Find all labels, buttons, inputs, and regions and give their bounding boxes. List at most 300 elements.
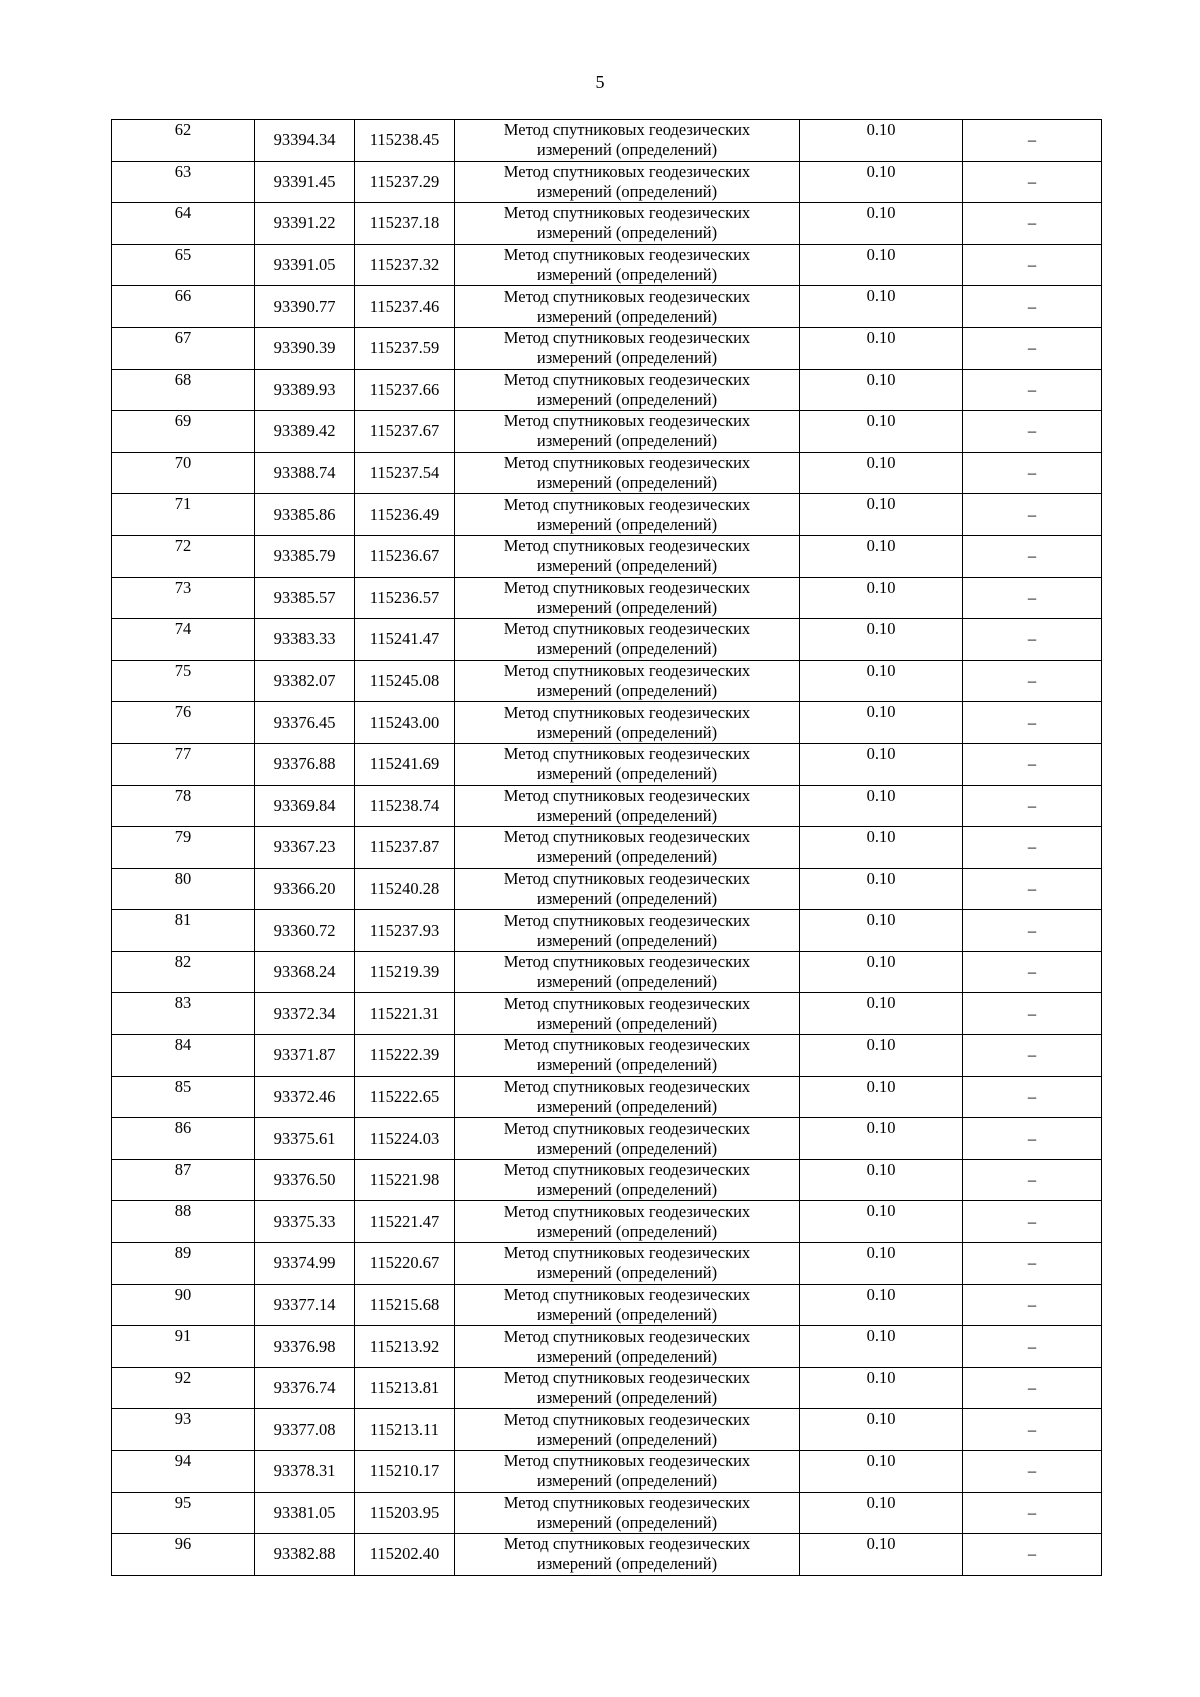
accuracy-value: 0.10 — [800, 535, 963, 577]
coordinate-x: 93376.50 — [255, 1159, 355, 1201]
point-number: 86 — [112, 1118, 255, 1160]
method-line-1: Метод спутниковых геодезических — [503, 868, 751, 888]
method-line-2: измерений (определений) — [536, 764, 718, 784]
method-line-2: измерений (определений) — [536, 1304, 718, 1324]
table-row — [112, 1534, 1102, 1576]
point-number: 65 — [112, 244, 255, 286]
method-line-1: Метод спутниковых геодезических — [503, 536, 751, 556]
accuracy-value: 0.10 — [800, 910, 963, 952]
table-row — [112, 1118, 1102, 1160]
method-line-2: измерений (определений) — [536, 1346, 718, 1366]
table-row — [112, 743, 1102, 785]
accuracy-value: 0.10 — [800, 1326, 963, 1368]
method-cell — [455, 1534, 800, 1576]
method-cell — [455, 702, 800, 744]
accuracy-value: 0.10 — [800, 369, 963, 411]
accuracy-value: 0.10 — [800, 577, 963, 619]
method-cell — [455, 452, 800, 494]
method-line-2: измерений (определений) — [536, 265, 718, 285]
method-line-2: измерений (определений) — [536, 473, 718, 493]
description-value: – — [963, 411, 1102, 453]
coordinate-y: 115237.93 — [355, 910, 455, 952]
coordinate-x: 93381.05 — [255, 1492, 355, 1534]
method-line-1: Метод спутниковых геодезических — [503, 1284, 751, 1304]
table-row — [112, 1367, 1102, 1409]
method-line-1: Метод спутниковых геодезических — [503, 702, 751, 722]
coordinate-x: 93389.93 — [255, 369, 355, 411]
method-cell — [455, 993, 800, 1035]
accuracy-value: 0.10 — [800, 619, 963, 661]
point-number: 88 — [112, 1201, 255, 1243]
method-line-1: Метод спутниковых геодезических — [503, 286, 751, 306]
page-number: 5 — [595, 72, 605, 92]
accuracy-value: 0.10 — [800, 1243, 963, 1285]
point-number: 70 — [112, 452, 255, 494]
accuracy-value: 0.10 — [800, 120, 963, 162]
point-number: 68 — [112, 369, 255, 411]
method-line-1: Метод спутниковых геодезических — [503, 952, 751, 972]
coordinates-table-body — [112, 120, 1102, 1576]
method-line-1: Метод спутниковых геодезических — [503, 744, 751, 764]
description-value: – — [963, 1243, 1102, 1285]
method-cell — [455, 743, 800, 785]
table-row — [112, 1451, 1102, 1493]
coordinate-x: 93390.77 — [255, 286, 355, 328]
table-row — [112, 1243, 1102, 1285]
point-number: 80 — [112, 868, 255, 910]
description-value: – — [963, 1035, 1102, 1077]
coordinate-x: 93371.87 — [255, 1035, 355, 1077]
method-line-1: Метод спутниковых геодезических — [503, 1409, 751, 1429]
coordinate-y: 115238.74 — [355, 785, 455, 827]
description-value: – — [963, 161, 1102, 203]
method-cell — [455, 535, 800, 577]
description-value: – — [963, 660, 1102, 702]
point-number: 93 — [112, 1409, 255, 1451]
table-row — [112, 702, 1102, 744]
method-line-1: Метод спутниковых геодезических — [503, 1243, 751, 1263]
description-value: – — [963, 993, 1102, 1035]
method-cell — [455, 577, 800, 619]
table-row — [112, 1035, 1102, 1077]
method-line-1: Метод спутниковых геодезических — [503, 577, 751, 597]
method-line-1: Метод спутниковых геодезических — [503, 1160, 751, 1180]
point-number: 66 — [112, 286, 255, 328]
method-line-1: Метод спутниковых геодезических — [503, 494, 751, 514]
table-row — [112, 619, 1102, 661]
point-number: 83 — [112, 993, 255, 1035]
coordinates-table — [111, 119, 1102, 1576]
description-value: – — [963, 452, 1102, 494]
table-row — [112, 120, 1102, 162]
point-number: 74 — [112, 619, 255, 661]
method-line-1: Метод спутниковых геодезических — [503, 1451, 751, 1471]
method-line-1: Метод спутниковых геодезических — [503, 993, 751, 1013]
method-line-2: измерений (определений) — [536, 181, 718, 201]
table-row — [112, 535, 1102, 577]
description-value: – — [963, 1118, 1102, 1160]
method-line-1: Метод спутниковых геодезических — [503, 369, 751, 389]
coordinate-y: 115221.98 — [355, 1159, 455, 1201]
table-row — [112, 1201, 1102, 1243]
description-value: – — [963, 702, 1102, 744]
accuracy-value: 0.10 — [800, 494, 963, 536]
coordinate-x: 93367.23 — [255, 827, 355, 869]
description-value: – — [963, 619, 1102, 661]
point-number: 75 — [112, 660, 255, 702]
method-cell — [455, 660, 800, 702]
coordinate-y: 115237.54 — [355, 452, 455, 494]
point-number: 73 — [112, 577, 255, 619]
description-value: – — [963, 1284, 1102, 1326]
coordinate-y: 115237.46 — [355, 286, 455, 328]
accuracy-value: 0.10 — [800, 244, 963, 286]
point-number: 84 — [112, 1035, 255, 1077]
method-line-1: Метод спутниковых геодезических — [503, 411, 751, 431]
description-value: – — [963, 1076, 1102, 1118]
accuracy-value: 0.10 — [800, 1451, 963, 1493]
table-row — [112, 910, 1102, 952]
accuracy-value: 0.10 — [800, 327, 963, 369]
method-line-2: измерений (определений) — [536, 597, 718, 617]
method-line-1: Метод спутниковых геодезических — [503, 1118, 751, 1138]
coordinate-x: 93377.08 — [255, 1409, 355, 1451]
method-cell — [455, 1451, 800, 1493]
point-number: 71 — [112, 494, 255, 536]
method-line-1: Метод спутниковых геодезических — [503, 120, 751, 140]
method-line-1: Метод спутниковых геодезических — [503, 203, 751, 223]
point-number: 82 — [112, 951, 255, 993]
method-line-1: Метод спутниковых геодезических — [503, 1534, 751, 1554]
method-line-2: измерений (определений) — [536, 1388, 718, 1408]
table-row — [112, 203, 1102, 245]
coordinate-y: 115236.49 — [355, 494, 455, 536]
coordinate-x: 93382.88 — [255, 1534, 355, 1576]
accuracy-value: 0.10 — [800, 1409, 963, 1451]
method-cell — [455, 1326, 800, 1368]
accuracy-value: 0.10 — [800, 785, 963, 827]
table-row — [112, 411, 1102, 453]
method-cell — [455, 120, 800, 162]
point-number: 81 — [112, 910, 255, 952]
accuracy-value: 0.10 — [800, 743, 963, 785]
point-number: 92 — [112, 1367, 255, 1409]
coordinate-x: 93385.86 — [255, 494, 355, 536]
method-line-2: измерений (определений) — [536, 1180, 718, 1200]
accuracy-value: 0.10 — [800, 702, 963, 744]
table-row — [112, 327, 1102, 369]
description-value: – — [963, 910, 1102, 952]
coordinate-y: 115241.47 — [355, 619, 455, 661]
coordinate-x: 93378.31 — [255, 1451, 355, 1493]
method-line-2: измерений (определений) — [536, 847, 718, 867]
accuracy-value: 0.10 — [800, 452, 963, 494]
point-number: 69 — [112, 411, 255, 453]
coordinate-x: 93385.79 — [255, 535, 355, 577]
point-number: 96 — [112, 1534, 255, 1576]
coordinate-x: 93366.20 — [255, 868, 355, 910]
method-line-1: Метод спутниковых геодезических — [503, 910, 751, 930]
method-line-1: Метод спутниковых геодезических — [503, 827, 751, 847]
coordinate-y: 115236.67 — [355, 535, 455, 577]
description-value: – — [963, 577, 1102, 619]
point-number: 77 — [112, 743, 255, 785]
method-line-2: измерений (определений) — [536, 1096, 718, 1116]
description-value: – — [963, 868, 1102, 910]
method-cell — [455, 369, 800, 411]
method-line-1: Метод спутниковых геодезических — [503, 785, 751, 805]
point-number: 85 — [112, 1076, 255, 1118]
description-value: – — [963, 1409, 1102, 1451]
point-number: 79 — [112, 827, 255, 869]
coordinate-x: 93390.39 — [255, 327, 355, 369]
table-row — [112, 785, 1102, 827]
accuracy-value: 0.10 — [800, 411, 963, 453]
method-cell — [455, 868, 800, 910]
table-row — [112, 1326, 1102, 1368]
coordinate-y: 115219.39 — [355, 951, 455, 993]
coordinate-x: 93376.88 — [255, 743, 355, 785]
method-line-1: Метод спутниковых геодезических — [503, 1076, 751, 1096]
description-value: – — [963, 743, 1102, 785]
coordinate-x: 93376.45 — [255, 702, 355, 744]
point-number: 64 — [112, 203, 255, 245]
accuracy-value: 0.10 — [800, 993, 963, 1035]
table-row — [112, 1076, 1102, 1118]
method-line-1: Метод спутниковых геодезических — [503, 1201, 751, 1221]
coordinate-y: 115213.11 — [355, 1409, 455, 1451]
accuracy-value: 0.10 — [800, 660, 963, 702]
coordinate-y: 115241.69 — [355, 743, 455, 785]
coordinate-y: 115221.31 — [355, 993, 455, 1035]
method-cell — [455, 494, 800, 536]
coordinate-x: 93388.74 — [255, 452, 355, 494]
description-value: – — [963, 1367, 1102, 1409]
description-value: – — [963, 1451, 1102, 1493]
description-value: – — [963, 120, 1102, 162]
method-line-2: измерений (определений) — [536, 972, 718, 992]
coordinate-y: 115237.59 — [355, 327, 455, 369]
accuracy-value: 0.10 — [800, 1159, 963, 1201]
method-line-1: Метод спутниковых геодезических — [503, 1035, 751, 1055]
method-line-2: измерений (определений) — [536, 1471, 718, 1491]
method-line-2: измерений (определений) — [536, 805, 718, 825]
point-number: 95 — [112, 1492, 255, 1534]
method-line-2: измерений (определений) — [536, 1429, 718, 1449]
point-number: 72 — [112, 535, 255, 577]
coordinate-y: 115221.47 — [355, 1201, 455, 1243]
accuracy-value: 0.10 — [800, 1201, 963, 1243]
method-line-1: Метод спутниковых геодезических — [503, 328, 751, 348]
method-line-2: измерений (определений) — [536, 514, 718, 534]
coordinate-y: 115222.39 — [355, 1035, 455, 1077]
method-line-2: измерений (определений) — [536, 348, 718, 368]
description-value: – — [963, 1534, 1102, 1576]
accuracy-value: 0.10 — [800, 203, 963, 245]
method-line-2: измерений (определений) — [536, 223, 718, 243]
method-cell — [455, 1201, 800, 1243]
table-row — [112, 286, 1102, 328]
coordinate-x: 93372.34 — [255, 993, 355, 1035]
method-line-2: измерений (определений) — [536, 930, 718, 950]
point-number: 89 — [112, 1243, 255, 1285]
method-cell — [455, 827, 800, 869]
method-line-2: измерений (определений) — [536, 1221, 718, 1241]
method-line-2: измерений (определений) — [536, 431, 718, 451]
table-row — [112, 993, 1102, 1035]
method-line-1: Метод спутниковых геодезических — [503, 619, 751, 639]
method-line-1: Метод спутниковых геодезических — [503, 245, 751, 265]
method-line-2: измерений (определений) — [536, 681, 718, 701]
description-value: – — [963, 1326, 1102, 1368]
coordinate-y: 115210.17 — [355, 1451, 455, 1493]
method-line-1: Метод спутниковых геодезических — [503, 1368, 751, 1388]
method-cell — [455, 1284, 800, 1326]
description-value: – — [963, 1201, 1102, 1243]
method-line-2: измерений (определений) — [536, 556, 718, 576]
method-line-1: Метод спутниковых геодезических — [503, 161, 751, 181]
description-value: – — [963, 244, 1102, 286]
method-line-1: Метод спутниковых геодезических — [503, 1326, 751, 1346]
table-row — [112, 244, 1102, 286]
description-value: – — [963, 203, 1102, 245]
table-row — [112, 1159, 1102, 1201]
description-value: – — [963, 286, 1102, 328]
accuracy-value: 0.10 — [800, 1076, 963, 1118]
coordinate-x: 93375.33 — [255, 1201, 355, 1243]
method-cell — [455, 951, 800, 993]
coordinate-y: 115215.68 — [355, 1284, 455, 1326]
coordinate-y: 115240.28 — [355, 868, 455, 910]
coordinate-x: 93385.57 — [255, 577, 355, 619]
coordinate-y: 115245.08 — [355, 660, 455, 702]
coordinate-x: 93374.99 — [255, 1243, 355, 1285]
point-number: 76 — [112, 702, 255, 744]
point-number: 63 — [112, 161, 255, 203]
method-line-2: измерений (определений) — [536, 1554, 718, 1574]
description-value: – — [963, 785, 1102, 827]
accuracy-value: 0.10 — [800, 1118, 963, 1160]
point-number: 78 — [112, 785, 255, 827]
description-value: – — [963, 327, 1102, 369]
coordinate-y: 115237.87 — [355, 827, 455, 869]
accuracy-value: 0.10 — [800, 868, 963, 910]
coordinate-x: 93376.98 — [255, 1326, 355, 1368]
point-number: 87 — [112, 1159, 255, 1201]
coordinate-x: 93382.07 — [255, 660, 355, 702]
coordinate-x: 93391.45 — [255, 161, 355, 203]
method-cell — [455, 411, 800, 453]
method-line-1: Метод спутниковых геодезических — [503, 661, 751, 681]
coordinate-y: 115213.92 — [355, 1326, 455, 1368]
coordinate-x: 93375.61 — [255, 1118, 355, 1160]
table-row — [112, 1284, 1102, 1326]
coordinate-y: 115237.32 — [355, 244, 455, 286]
method-line-2: измерений (определений) — [536, 1013, 718, 1033]
method-cell — [455, 910, 800, 952]
point-number: 62 — [112, 120, 255, 162]
coordinate-x: 93391.22 — [255, 203, 355, 245]
description-value: – — [963, 951, 1102, 993]
table-row — [112, 369, 1102, 411]
method-cell — [455, 286, 800, 328]
coordinate-x: 93376.74 — [255, 1367, 355, 1409]
table-row — [112, 494, 1102, 536]
coordinate-y: 115237.67 — [355, 411, 455, 453]
point-number: 94 — [112, 1451, 255, 1493]
coordinate-y: 115202.40 — [355, 1534, 455, 1576]
method-cell — [455, 1118, 800, 1160]
coordinate-y: 115220.67 — [355, 1243, 455, 1285]
method-line-2: измерений (определений) — [536, 140, 718, 160]
coordinate-x: 93372.46 — [255, 1076, 355, 1118]
coordinate-y: 115238.45 — [355, 120, 455, 162]
method-cell — [455, 785, 800, 827]
coordinate-y: 115224.03 — [355, 1118, 455, 1160]
description-value: – — [963, 827, 1102, 869]
coordinate-x: 93377.14 — [255, 1284, 355, 1326]
method-cell — [455, 1492, 800, 1534]
coordinate-x: 93369.84 — [255, 785, 355, 827]
method-cell — [455, 1076, 800, 1118]
method-cell — [455, 1409, 800, 1451]
accuracy-value: 0.10 — [800, 1492, 963, 1534]
method-line-2: измерений (определений) — [536, 306, 718, 326]
table-row — [112, 660, 1102, 702]
coordinate-y: 115203.95 — [355, 1492, 455, 1534]
table-row — [112, 161, 1102, 203]
accuracy-value: 0.10 — [800, 1035, 963, 1077]
method-cell — [455, 244, 800, 286]
description-value: – — [963, 1159, 1102, 1201]
description-value: – — [963, 535, 1102, 577]
table-row — [112, 951, 1102, 993]
accuracy-value: 0.10 — [800, 1534, 963, 1576]
accuracy-value: 0.10 — [800, 951, 963, 993]
table-row — [112, 452, 1102, 494]
coordinate-x: 93383.33 — [255, 619, 355, 661]
coordinate-y: 115237.29 — [355, 161, 455, 203]
method-cell — [455, 1159, 800, 1201]
method-cell — [455, 327, 800, 369]
method-cell — [455, 1035, 800, 1077]
accuracy-value: 0.10 — [800, 161, 963, 203]
method-line-2: измерений (определений) — [536, 1055, 718, 1075]
coordinate-x: 93360.72 — [255, 910, 355, 952]
point-number: 91 — [112, 1326, 255, 1368]
point-number: 90 — [112, 1284, 255, 1326]
method-line-2: измерений (определений) — [536, 1263, 718, 1283]
description-value: – — [963, 1492, 1102, 1534]
coordinate-y: 115243.00 — [355, 702, 455, 744]
coordinate-x: 93389.42 — [255, 411, 355, 453]
table-row — [112, 827, 1102, 869]
coordinate-y: 115236.57 — [355, 577, 455, 619]
description-value: – — [963, 369, 1102, 411]
coordinate-y: 115222.65 — [355, 1076, 455, 1118]
method-cell — [455, 619, 800, 661]
coordinate-y: 115237.66 — [355, 369, 455, 411]
point-number: 67 — [112, 327, 255, 369]
table-row — [112, 1492, 1102, 1534]
coordinate-x: 93394.34 — [255, 120, 355, 162]
table-row — [112, 577, 1102, 619]
method-line-2: измерений (определений) — [536, 1512, 718, 1532]
accuracy-value: 0.10 — [800, 286, 963, 328]
accuracy-value: 0.10 — [800, 1367, 963, 1409]
description-value: – — [963, 494, 1102, 536]
method-line-2: измерений (определений) — [536, 389, 718, 409]
